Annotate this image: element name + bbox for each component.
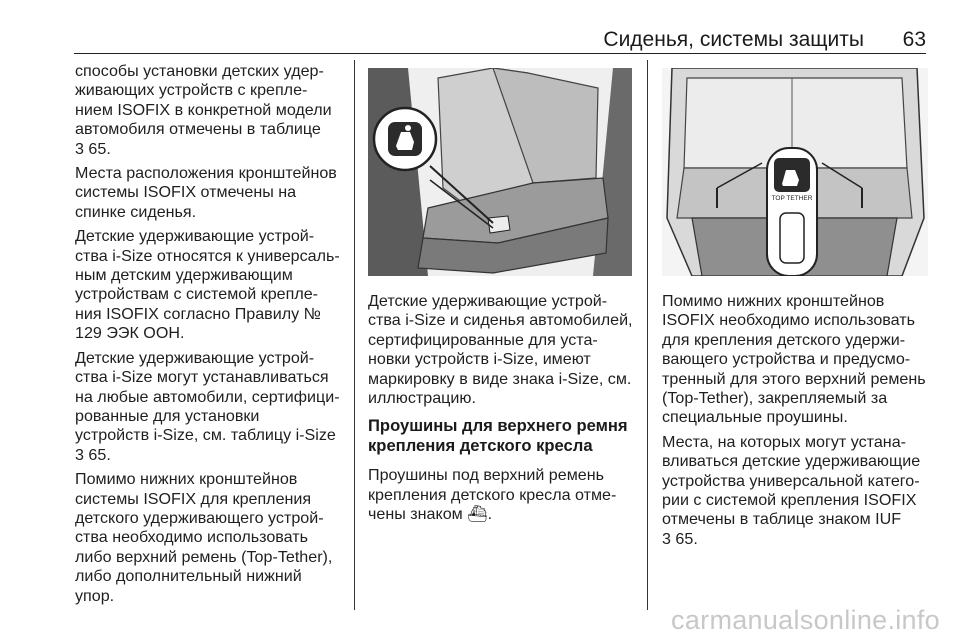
text-column-3 [662,292,932,554]
paragraph-isize-universal: Детские удерживающие устрой- ства i-Size относятся к универсаль- ным детским удерживающим устройствам с системой крепле- ния ISOFIX согласно Правилу № 129 ЭЭК ООН. [75,227,340,343]
paragraph-isize-marking: Детские удерживающие устрой- ства i-Size и сиденья автомобилей, сертифицированные для уста- новки устройств i-Size, имеют маркировку в виде знака i-Size, см. иллюстрацию. [368,292,633,408]
paragraph-isize-install: Детские удерживающие устрой- ства i-Size могут устанавливаться на любые автомобили, сертифици- рованные для установки устройств i-Size, см. таблицу i-Size 3 65. [75,348,340,464]
cargo-area-top-tether-drawing [662,68,928,276]
page-number: 63 [902,28,926,51]
column-divider-right [647,60,648,610]
illustration-isize-seat [368,68,632,276]
text-column-2 [368,292,636,530]
watermark: carmanualsonline.info [671,605,940,635]
rear-seat-isize-drawing [368,68,632,276]
page-header [74,24,926,54]
paragraph-iuf-positions: Места, на которых могут устана- вливаться детские удерживающие устройства универсальной катего- рии с системой крепления ISOFIX отмечены в таблице знаком IUF 3 65. [662,432,921,548]
text-column-1 [75,62,355,611]
paragraph-top-tether-required: Помимо нижних кронштейнов ISOFIX необходимо использовать для крепления детского удержи- вающего устройства и предусмо- тренный для этого верхний ремень (Top-Tether), закрепляемый за специальные проушины. [662,292,926,427]
paragraph-isofix-methods: способы установки детских удер- живающих устройств с крепле- нием ISOFIX в конкретной модели автомобиля отмечены в таблице 3 65. [75,62,332,158]
section-heading-tether-eyelets: Проушины для верхнего ремня крепления детского кресла [368,416,628,456]
section-title: Сиденья, системы защиты [603,28,864,51]
paragraph-top-tether: Помимо нижних кронштейнов системы ISOFIX для крепления детского удерживающего устрой- ства необходимо использовать либо верхний ремень (Top-Tether), либо дополнительный нижний упор. [75,470,333,605]
top-tether-tag-label: TOP TETHER [771,195,813,202]
illustration-top-tether [662,68,928,276]
paragraph-tether-eyelets: Проушины под верхний ремень крепления детского кресла отме- чены знаком ⛴. [368,466,617,524]
paragraph-isofix-locations: Места расположения кронштейнов системы ISOFIX отмечены на спинке сиденья. [75,164,337,221]
